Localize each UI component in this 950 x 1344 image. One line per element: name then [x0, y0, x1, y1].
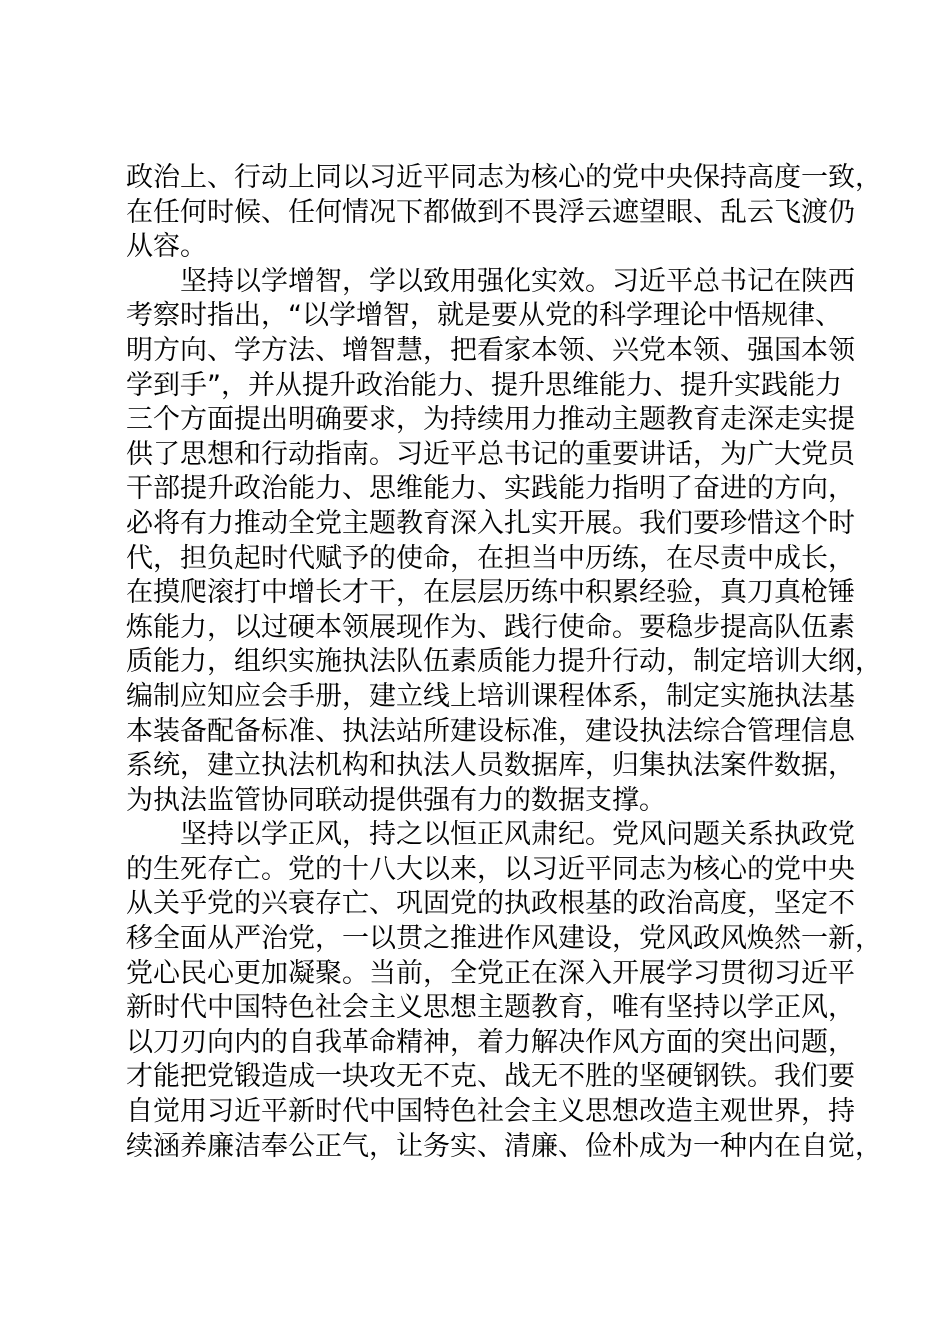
text-line: 三个方面提出明确要求，为持续用力推动主题教育走深走实提: [126, 404, 855, 436]
text-line: 代，担负起时代赋予的使命，在担当中历练，在尽责中成长，: [126, 542, 855, 574]
text-line: 党心民心更加凝聚。当前，全党正在深入开展学习贯彻习近平: [126, 957, 855, 989]
text-line: 续涵养廉洁奉公正气，让务实、清廉、俭朴成为一种内在自觉，: [126, 1130, 882, 1162]
text-line: 炼能力，以过硬本领展现作为、践行使命。要稳步提高队伍素: [126, 611, 855, 643]
text-line: 移全面从严治党，一以贯之推进作风建设，党风政风焕然一新，: [126, 923, 882, 955]
text-line: 为执法监管协同联动提供强有力的数据支撑。: [126, 784, 666, 816]
text-line: 从容。: [126, 231, 207, 263]
text-line: 明方向、学方法、增智慧，把看家本领、兴党本领、强国本领: [126, 334, 855, 366]
text-line: 学到手”，并从提升政治能力、提升思维能力、提升实践能力: [126, 369, 842, 401]
paragraph-start-line: 坚持以学增智，学以致用强化实效。习近平总书记在陕西: [180, 265, 855, 297]
text-line: 的生死存亡。党的十八大以来，以习近平同志为核心的党中央: [126, 853, 855, 885]
body-text: [126, 161, 882, 1164]
text-line: 本装备配备标准、执法站所建设标准，建设执法综合管理信息: [126, 715, 855, 747]
text-line: 自觉用习近平新时代中国特色社会主义思想改造主观世界，持: [126, 1096, 855, 1128]
text-line: 编制应知应会手册，建立线上培训课程体系，制定实施执法基: [126, 680, 855, 712]
text-line: 以刀刃向内的自我革命精神，着力解决作风方面的突出问题，: [126, 1026, 855, 1058]
text-line: 新时代中国特色社会主义思想主题教育，唯有坚持以学正风，: [126, 992, 855, 1024]
text-line: 从关乎党的兴衰存亡、巩固党的执政根基的政治高度，坚定不: [126, 888, 855, 920]
text-line: 才能把党锻造成一块攻无不克、战无不胜的坚硬钢铁。我们要: [126, 1061, 855, 1093]
text-line: 必将有力推动全党主题教育深入扎实开展。我们要珍惜这个时: [126, 507, 855, 539]
text-line: 质能力，组织实施执法队伍素质能力提升行动，制定培训大纲，: [126, 646, 882, 678]
text-line: 在任何时候、任何情况下都做到不畏浮云遮望眼、乱云飞渡仍: [126, 196, 855, 228]
text-line: 供了思想和行动指南。习近平总书记的重要讲话，为广大党员: [126, 438, 855, 470]
text-line: 政治上、行动上同以习近平同志为核心的党中央保持高度一致，: [126, 162, 882, 193]
text-line: 考察时指出，“以学增智，就是要从党的科学理论中悟规律、: [126, 300, 842, 332]
paragraph-start-line: 坚持以学正风，持之以恒正风肃纪。党风问题关系执政党: [180, 819, 855, 851]
text-line: 干部提升政治能力、思维能力、实践能力指明了奋进的方向，: [126, 473, 855, 505]
text-line: 在摸爬滚打中增长才干，在层层历练中积累经验，真刀真枪锤: [126, 577, 855, 609]
text-line: 系统，建立执法机构和执法人员数据库，归集执法案件数据，: [126, 750, 855, 782]
